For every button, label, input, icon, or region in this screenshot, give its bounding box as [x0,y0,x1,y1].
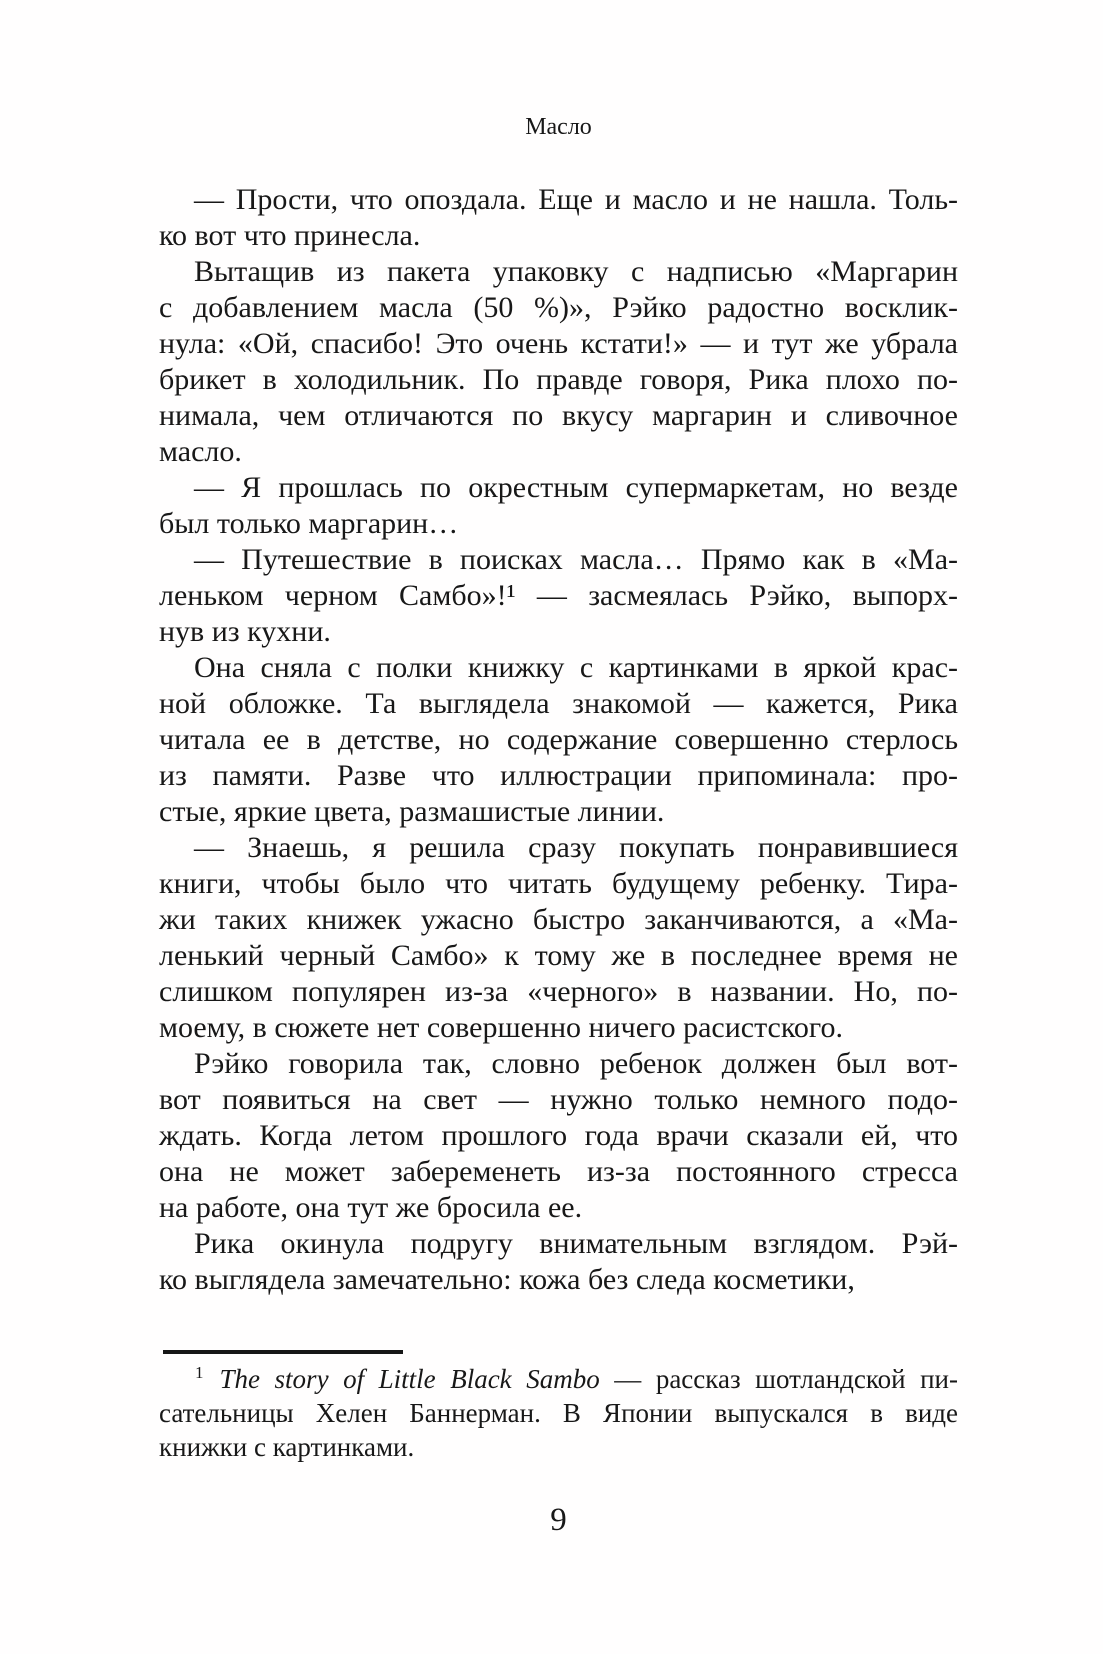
text-line: на работе, она тут же бросила ее. [159,1191,583,1224]
text-line: брикет в холодильник. По правде говоря, Рика плохо по- [159,363,958,396]
text-line: Она сняла с полки книжку с картинками в яркой крас- [194,651,958,684]
paragraph [159,1046,958,1226]
text-line: вот появиться на свет — нужно только немного подо- [159,1083,958,1116]
paragraph [159,182,958,254]
text-line: моему, в сюжете нет совершенно ничего расистского. [159,1011,843,1044]
body-text [159,182,958,1298]
text-line: Рэйко говорила так, словно ребенок должен был вот- [194,1047,958,1080]
paragraph [159,650,958,830]
text-line: был только маргарин… [159,507,459,540]
page-number: 9 [550,1502,567,1538]
text-line: жи таких книжек ужасно быстро заканчиваются, а «Ма- [159,903,958,936]
text-line: Рика окинула подругу внимательным взглядом. Рэй- [194,1227,958,1260]
text-line: ждать. Когда летом прошлого года врачи сказали ей, что [159,1119,958,1152]
text-line: стые, яркие цвета, размашистые линии. [159,795,665,828]
text-line: слишком популярен из-за «черного» в названии. Но, по- [159,975,958,1008]
text-line: леньком черном Самбо»!¹ — засмеялась Рэйко, выпорх- [159,579,958,612]
text-line: нув из кухни. [159,615,331,648]
text-line: — Прости, что опоздала. Еще и масло и не нашла. Толь- [194,183,958,216]
paragraph [159,254,958,470]
text-line: читала ее в детстве, но содержание совершенно стерлось [159,723,958,756]
paragraph [159,830,958,1046]
footnote-line [159,1430,958,1464]
text-line: книги, чтобы было что читать будущему ребенку. Тира- [159,867,958,900]
paragraph [159,542,958,650]
text-line: — Я прошлась по окрестным супермаркетам, но везде [194,471,958,504]
text-line: масло. [159,435,242,468]
footnote-text: книжки с картинками. [159,1432,415,1462]
footnote-text: — рассказ шотландской пи- [599,1364,958,1394]
text-line: нимала, чем отличаются по вкусу маргарин и сливочное [159,399,958,432]
text-block [159,112,958,1464]
footnote-text: сательницы Хелен Баннерман. В Японии выпускался в виде [159,1398,958,1428]
text-line: из памяти. Разве что иллюстрации припоминала: про- [159,759,958,792]
text-line: нула: «Ой, спасибо! Это очень кстати!» — и тут же убрала [159,327,958,360]
text-line: Вытащив из пакета упаковку с надписью «Маргарин [194,255,958,288]
text-line: — Путешествие в поисках масла… Прямо как в «Ма- [194,543,958,576]
text-line: ленький черный Самбо» к тому же в последнее время не [159,939,958,972]
text-line: — Знаешь, я решила сразу покупать понравившиеся [194,831,958,864]
footnote-line [159,1396,958,1430]
footnote-marker: 1 [195,1363,204,1382]
text-line: с добавлением масла (50 %)», Рэйко радостно восклик- [159,291,958,324]
paragraph [159,470,958,542]
paragraph [159,1226,958,1298]
text-line: ной обложке. Та выглядела знакомой — кажется, Рика [159,687,958,720]
text-line: ко выглядела замечательно: кожа без следа косметики, [159,1263,855,1296]
page-title: Масло [525,114,592,140]
text-line: ко вот что принесла. [159,219,421,252]
footnote-book-title: The story of Little Black Sambo [219,1364,600,1394]
footnote-line [159,1362,958,1396]
footnote [159,1362,958,1464]
footnote-divider [163,1350,403,1354]
text-line: она не может забеременеть из-за постоянного стресса [159,1155,958,1188]
